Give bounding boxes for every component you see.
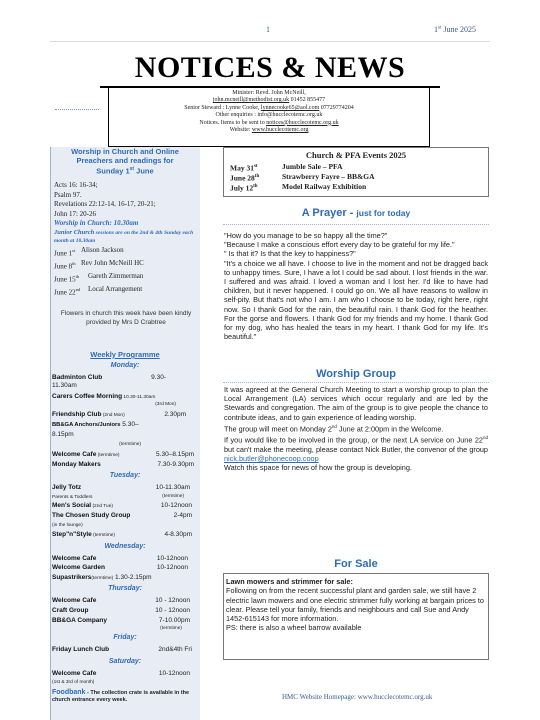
decorative-divider bbox=[55, 109, 99, 110]
day-heading-tuesday: Tuesday: bbox=[109, 472, 141, 479]
prayer-title: A Prayer - just for today bbox=[301, 207, 411, 219]
sidebar-heading: Worship in Church and Online Preachers and readings for Sunday 1st June bbox=[71, 147, 179, 176]
minister-email-link[interactable]: john.mcneill@methodist.org.uk bbox=[212, 97, 290, 104]
programme-item: Badminton Club 9.30- bbox=[52, 374, 166, 381]
foodbank-notice: Foodbank - The collection crate is available in the church entrance every week. bbox=[52, 689, 190, 703]
programme-item: 8.15pm bbox=[52, 431, 74, 438]
header-divider bbox=[50, 41, 490, 42]
steward-email-link[interactable]: lynnecooke65@aol.com bbox=[260, 104, 320, 111]
day-heading-monday: Monday: bbox=[110, 362, 140, 369]
for-sale-title: For Sale bbox=[334, 558, 378, 570]
programme-item: Jelly Totz 10-11.30am bbox=[52, 484, 190, 491]
page-number: 1 bbox=[266, 25, 270, 34]
for-sale-text: Lawn mowers and strimmer for sale: Following on from the recent successful plant and garden sale, we still have 2 electric lawn mowers and one electric strimmer fully working at bargain prices to clear. Please tell your family, friends and neighbours and call Sue and Andy 1452-615143 for more information. PS: there is also a wheel barrow available bbox=[226, 577, 484, 633]
event-row: July 12th Model Railway Exhibition bbox=[230, 182, 367, 193]
programme-item: Friendship Club (2nd Mon) 2.30pm bbox=[52, 411, 186, 418]
programme-item: Friday Lunch Club 2nd&4th Fri bbox=[52, 646, 192, 653]
flowers-notice: Flowers in church this week have been kindly provided by Mrs D Crabtree bbox=[60, 310, 192, 326]
programme-item: Supastrikers(termtime) 1.30-2.15pm bbox=[52, 574, 152, 581]
programme-item: Men's Social (2nd Tue) 10-12noon bbox=[52, 502, 192, 509]
worship-group-text: It was agreed at the General Church Meeting to start a worship group to plan the Local Arrangement (LA) services which occur regularly and are led by the Stewards and congregation. The aim of the group is to give people the chance to contribute ideas, and to gain experience of leading worship. The group will meet on Monday 2nd June at 2:00pm in the Welcome. If you would like to be involved in the group, or the next LA service on June 22nd but can't make the meeting, please contact Nick Butler, the convenor of the group nick.butler@phonecoop.coop Watch this space for news of how the group is developing. bbox=[224, 385, 488, 473]
convenor-email-link[interactable]: nick.butler@phonecoop.coop bbox=[224, 454, 319, 464]
other-enquiries: Other enquiries : info@hucclecotemc.org.uk bbox=[215, 112, 323, 119]
programme-item: Welcome Garden 10-12noon bbox=[52, 564, 188, 571]
reading: Acts 16: 16-34; bbox=[54, 181, 98, 189]
steward-line: Senior Steward : Lynne Cooke, lynnecooke65@aol.com 07729774204 bbox=[184, 104, 354, 111]
minister-line: Minister: Revd. John McNeill, bbox=[232, 90, 306, 96]
programme-item: (in the lounge) bbox=[52, 523, 83, 528]
reading: Psalm 97. bbox=[54, 190, 82, 199]
reading: Revelations 22:12-14, 16-17, 20-21; bbox=[54, 200, 156, 209]
programme-item: 11.30am bbox=[52, 382, 77, 389]
programme-item: Parents & Toddlers (termtime) bbox=[52, 494, 184, 500]
day-heading-saturday: Saturday: bbox=[108, 658, 142, 665]
programme-item: Welcome Cafe (termtime) 5.30–8.15pm bbox=[52, 451, 194, 458]
worship-time: Worship in Church: 10.30am bbox=[54, 219, 139, 228]
day-heading-thursday: Thursday: bbox=[108, 585, 142, 592]
events-box-title: Church & PFA Events 2025 bbox=[305, 150, 407, 160]
notices-line: Notices. Items to be sent to notices@hucclecotemc.org.uk bbox=[199, 119, 339, 126]
preacher-rota-row: June 1st Alison Jackson bbox=[54, 245, 124, 258]
notices-email-link[interactable]: notices@hucclecotemc.org.uk bbox=[266, 119, 339, 126]
programme-item: Welcome Cafe 10 - 12noon bbox=[52, 597, 190, 604]
weekly-programme-title: Weekly Programme bbox=[90, 350, 160, 359]
programme-item: (1st & 3rd of month) bbox=[52, 680, 95, 685]
programme-item: Carers Coffee Morning 10.30-11.30am bbox=[52, 393, 156, 400]
footer-website[interactable]: HMC Website Homepage: www.hucclecotemc.org.uk bbox=[282, 693, 433, 701]
programme-item: Welcome Cafe 10-12noon bbox=[52, 555, 188, 562]
programme-item: BB&GA Company 7-10.00pm bbox=[52, 617, 190, 624]
prayer-text: "How do you manage to be so happy all the time?" "Because I make a conscious effort every day to be grateful for my life." " Is that it? Is that the key to happiness?" "It's a choice we all have. I choose to live in the moment and not be dragged back to unhappy times. Sure, I have a lot I could be sad about. I lost friends in the war. I suffered and was afraid. I loved a woman and I lost her. I'd like to have had children, but it never happened. I could go on. We all have reasons to wallow in self-pity. But that's not who I am. I am who I choose to be today, right here, right now. So I thank God for the rain, the beautiful rain. I thank God for the heather. For the gorse and flowers. I thank God for my friends and my home. I thank God for my dog, who has healed the tears in my heart. I thank God for my life. It's beautiful." bbox=[224, 231, 488, 342]
section-divider bbox=[223, 224, 489, 225]
reading: John 17: 20-26 bbox=[54, 209, 96, 218]
programme-item: Welcome Cafe 10-12noon bbox=[52, 670, 190, 677]
website-line: Website: www.hucclecotemc.org bbox=[229, 127, 309, 134]
programme-item: Craft Group 10 - 12noon bbox=[52, 607, 190, 614]
day-heading-friday: Friday: bbox=[113, 634, 137, 641]
programme-item: BB&GA Anchors/Juniors 5.30– bbox=[52, 421, 139, 428]
event-row: May 31st Jumble Sale – PFA bbox=[230, 162, 343, 173]
preacher-rota-row: June 15th Gareth Zimmerman bbox=[54, 271, 144, 284]
issue-date: 1st June 2025 bbox=[434, 25, 477, 34]
programme-item: The Chosen Study Group 2-4pm bbox=[52, 512, 192, 519]
day-heading-wednesday: Wednesday: bbox=[104, 543, 146, 550]
event-row: June 28th Strawberry Fayre – BB&GA bbox=[230, 172, 375, 183]
website-link[interactable]: www.hucclecotemc.org bbox=[251, 127, 309, 134]
preacher-rota-row: June 8th Rev John McNeill HC bbox=[54, 258, 144, 271]
section-divider bbox=[223, 382, 489, 383]
junior-church-note: Junior Church sessions are on the 2nd & 4th Sunday each month at 10.30am bbox=[54, 228, 194, 245]
minister-contact: john.mcneill@methodist.org.uk 01452 855477 bbox=[212, 97, 326, 104]
preacher-rota-row: June 22nd Local Arrangement bbox=[54, 284, 143, 297]
masthead-title: NOTICES & NEWS bbox=[100, 50, 440, 88]
programme-item: Step"n"Style (termtime) 4-8.30pm bbox=[52, 531, 192, 538]
worship-group-title: Worship Group bbox=[316, 368, 396, 380]
sidebar-readings bbox=[54, 181, 198, 298]
programme-item: Monday Makers 7.30-9.30pm bbox=[52, 461, 194, 468]
contact-box bbox=[108, 87, 430, 147]
